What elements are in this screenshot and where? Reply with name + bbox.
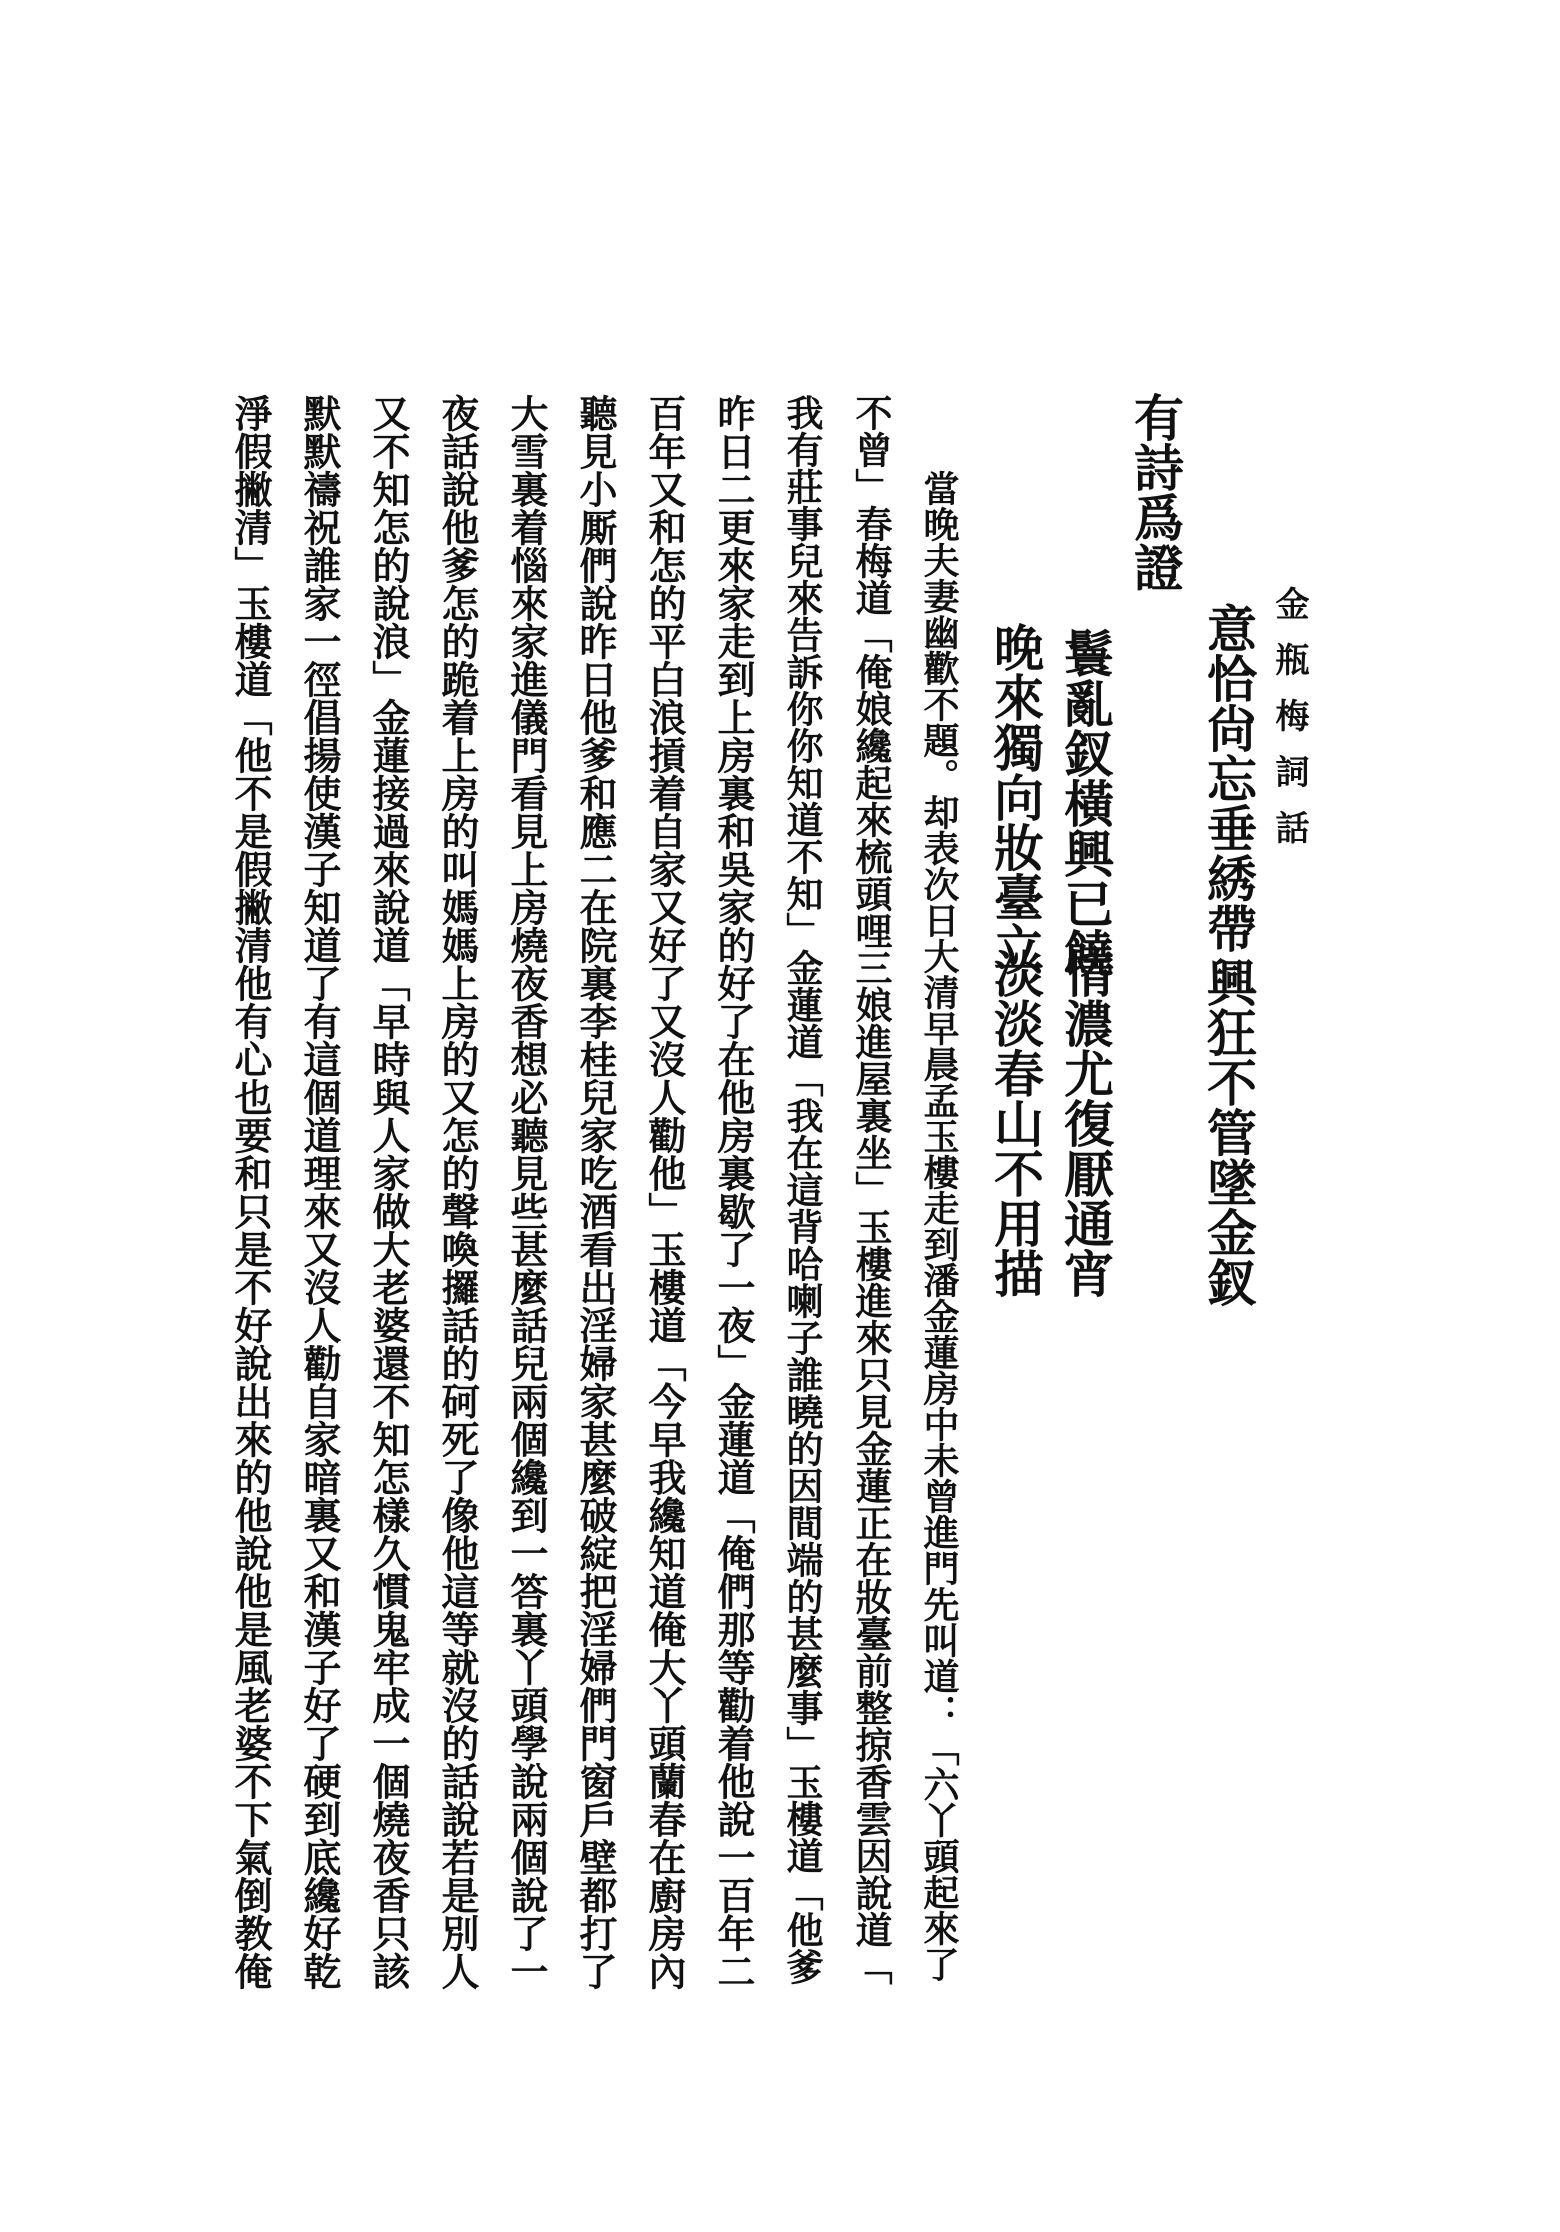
poem-title: 有詩爲證 bbox=[1126, 392, 1185, 592]
text-column: 大雪裏着惱來家進儀門看見上房燒夜香想必聽見些甚麼話兒兩個纔到一答裏丫頭學說兩個說了一 bbox=[504, 394, 549, 1990]
poem-line-left-top: 晚來獨向妝臺立 bbox=[986, 622, 1045, 972]
text-column: 夜話說他爹怎的跪着上房的叫媽媽上房的又怎的聲喚攞話的砢死了像他這等就沒的話說若是別人 bbox=[435, 394, 480, 1990]
poem-line-right-top: 意恰尙忘垂綉帶 bbox=[1199, 603, 1258, 953]
text-column: 聽見小厮們說昨日他爹和應二在院裏李桂兒家吃酒看出淫婦家甚麼破綻把淫婦們門窗戶壁都打了 bbox=[573, 394, 618, 1990]
text-column: 百年又和怎的平白浪摃着自家又好了又沒人勸他」玉樓道「今早我纔知道俺大丫頭蘭春在廚房內 bbox=[642, 394, 687, 1990]
poem-line-right-bottom: 興狂不管墜金釵 bbox=[1199, 957, 1258, 1307]
text-column: 默默禱祝誰家一徑倡揚使漢子知道了有這個道理來又沒人勸自家暗裏又和漢子好了硬到底纔好乾 bbox=[297, 394, 342, 1990]
page-header-title: 金瓶梅詞話 bbox=[1269, 586, 1309, 866]
text-column: 我有莊事兒來告訴你你知道不知」金蓮道「我在這背哈喇子誰曉的因間端的甚麼事」玉樓道「他爹 bbox=[780, 394, 824, 1985]
poem-line-mid-top: 鬟亂釵橫興已饒 bbox=[1056, 628, 1115, 978]
text-column: 昨日二更來家走到上房裏和吳家的好了在他房裏歇了一夜」金蓮道「俺們那等勸着他說一百年二 bbox=[711, 394, 756, 1990]
text-column: 又不知怎的說浪」金蓮接過來說道「早時與人家做大老婆還不知怎樣久慣鬼牢成一個燒夜香只該 bbox=[366, 394, 411, 1990]
text-column: 不曾」春梅道「俺娘纔起來梳頭哩三娘進屋裏坐」玉樓進來只見金蓮正在妝臺前整掠香雲因說道「 bbox=[849, 394, 893, 1985]
text-column: 當晚夫妻幽歡不題。却表次日大清早晨孟玉樓走到潘金蓮房中未曾進門先叫道：「六丫頭起來了 bbox=[918, 470, 960, 1982]
text-column: 淨假撇清」玉樓道「他不是假撇清他有心也要和只是不好說出來的他說他是風老婆不下氣倒教俺 bbox=[228, 394, 273, 1990]
poem-line-mid-bottom: 情濃尤復厭通宵 bbox=[1056, 948, 1115, 1298]
poem-line-left-bottom: 淡淡春山不用描 bbox=[986, 948, 1045, 1298]
